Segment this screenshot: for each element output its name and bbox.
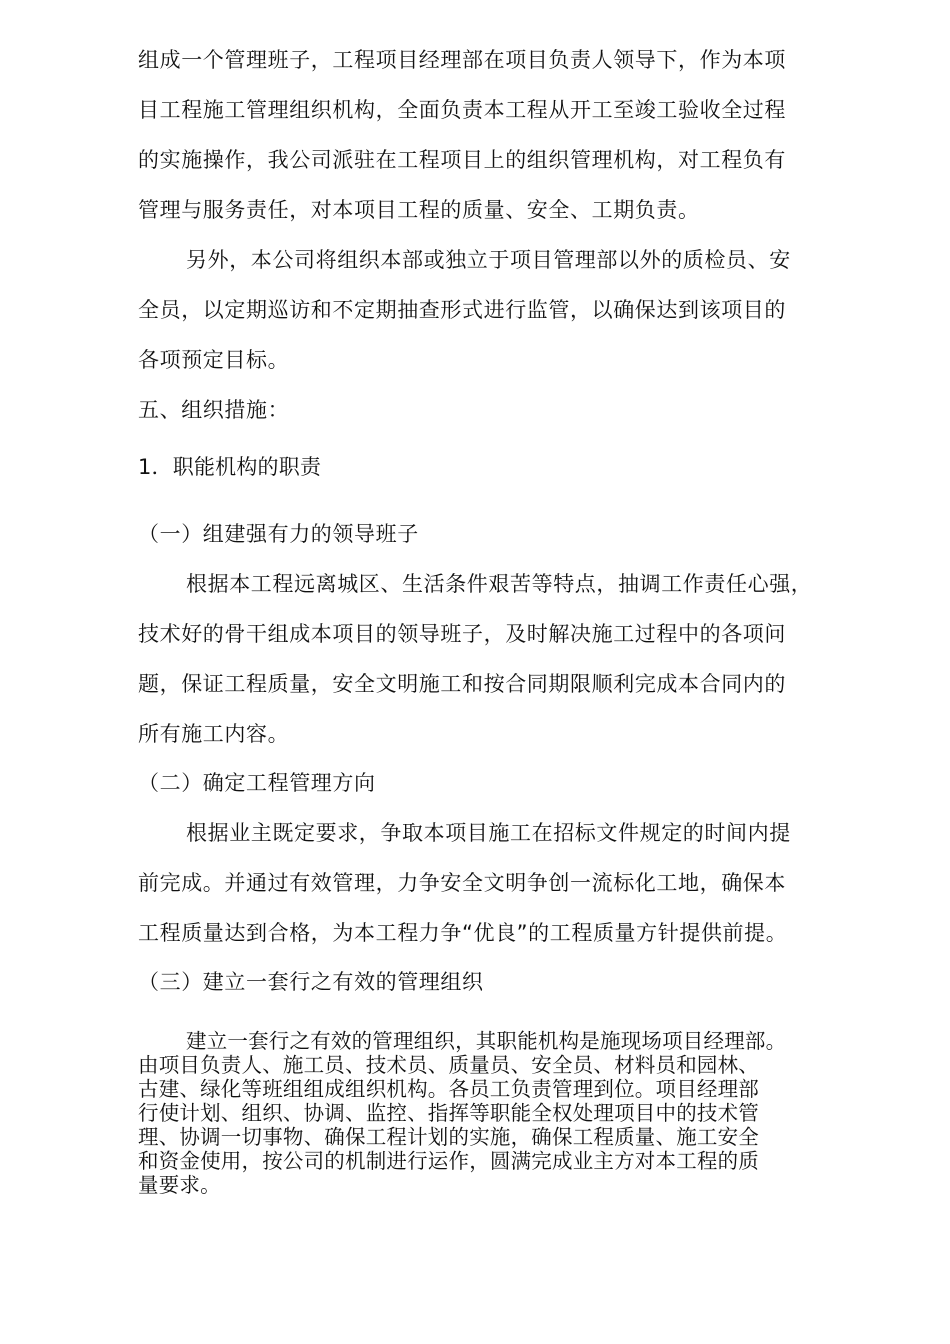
paragraph-line: 和资金使用，按公司的机制进行运作，圆满完成业主方对本工程的质: [138, 1149, 759, 1173]
paragraph-line: 由项目负责人、施工员、技术员、质量员、安全员、材料员和园林、: [138, 1053, 759, 1077]
paragraph-line: 根据本工程远离城区、生活条件艰苦等特点，抽调工作责任心强，: [186, 572, 813, 596]
paragraph-line: 量要求。: [138, 1173, 221, 1197]
paragraph-line: 组成一个管理班子，工程项目经理部在项目负责人领导下，作为本项: [138, 48, 786, 72]
paragraph-line: 全员，以定期巡访和不定期抽查形式进行监管，以确保达到该项目的: [138, 298, 786, 322]
paragraph-line: 所有施工内容。: [138, 722, 290, 746]
paragraph-line: 的实施操作，我公司派驻在工程项目上的组织管理机构，对工程负有: [138, 148, 786, 172]
item-heading: （一）组建强有力的领导班子: [138, 522, 419, 546]
paragraph-line: 古建、绿化等班组组成组织机构。各员工负责管理到位。项目经理部: [138, 1077, 759, 1101]
paragraph-line: 技术好的骨干组成本项目的领导班子，及时解决施工过程中的各项问: [138, 622, 786, 646]
paragraph-line: 题，保证工程质量，安全文明施工和按合同期限顺利完成本合同内的: [138, 672, 786, 696]
paragraph-line: 目工程施工管理组织机构，全面负责本工程从开工至竣工验收全过程: [138, 98, 786, 122]
paragraph-line: 前完成。并通过有效管理，力争安全文明争创一流标化工地，确保本: [138, 871, 786, 895]
item-heading: （三）建立一套行之有效的管理组织: [138, 970, 484, 994]
paragraph-line: 理、协调一切事物、确保工程计划的实施，确保工程质量、施工安全: [138, 1125, 759, 1149]
paragraph-line: 管理与服务责任，对本项目工程的质量、安全、工期负责。: [138, 198, 700, 222]
paragraph-line: 各项预定目标。: [138, 348, 290, 372]
section-heading: 五、组织措施：: [138, 398, 290, 422]
paragraph-line: 另外，本公司将组织本部或独立于项目管理部以外的质检员、安: [186, 248, 791, 272]
item-heading: （二）确定工程管理方向: [138, 771, 376, 795]
paragraph-line: 根据业主既定要求，争取本项目施工在招标文件规定的时间内提: [186, 821, 791, 845]
subsection-heading: 1．职能机构的职责: [138, 455, 322, 479]
paragraph-line: 行使计划、组织、协调、监控、指挥等职能全权处理项目中的技术管: [138, 1101, 759, 1125]
paragraph-line: 工程质量达到合格，为本工程力争“优良”的工程质量方针提供前提。: [138, 921, 788, 945]
paragraph-line: 建立一套行之有效的管理组织，其职能机构是施现场项目经理部。: [186, 1029, 787, 1053]
